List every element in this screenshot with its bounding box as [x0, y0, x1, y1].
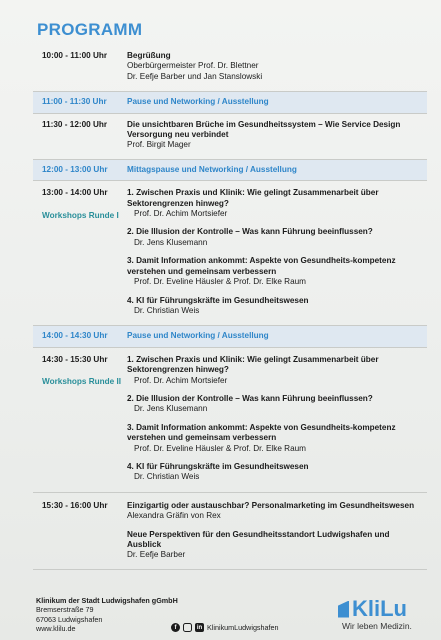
speaker-line: Prof. Dr. Eveline Häusler & Prof. Dr. Elke Raum [134, 443, 306, 453]
session-content [127, 120, 427, 151]
speaker-line: Dr. Jens Klusemann [134, 404, 208, 414]
session-time [33, 165, 127, 175]
time-label: 13:00 - 14:00 Uhr [42, 188, 108, 198]
session-time [33, 120, 127, 151]
session-item [127, 394, 421, 415]
speaker-line: Prof. Dr. Achim Mortsiefer [134, 209, 228, 219]
time-label: 12:00 - 13:00 Uhr [42, 164, 108, 174]
session-time [33, 331, 127, 341]
session-item [127, 188, 421, 219]
footer-web[interactable]: www.klilu.de [36, 624, 76, 634]
logo-mark-icon [338, 601, 349, 618]
session-row [33, 114, 427, 160]
session-heading: 4. KI für Führungskräfte im Gesundheitswesen [127, 295, 309, 305]
session-item [127, 227, 421, 248]
klilu-logo [338, 596, 438, 631]
speaker-line: Dr. Eefje Barber und Jan Stanslowski [127, 71, 263, 81]
break-row [33, 92, 427, 113]
instagram-icon[interactable] [183, 623, 192, 632]
footer-address [36, 596, 178, 634]
page-title: PROGRAMM [37, 20, 143, 39]
session-row [33, 44, 427, 92]
workshop-round-label: Workshops Runde II [42, 377, 122, 387]
speaker-line: Prof. Dr. Achim Mortsiefer [134, 375, 228, 385]
session-heading: 4. KI für Führungskräfte im Gesundheitswesen [127, 461, 309, 471]
session-row [33, 181, 427, 326]
session-row [33, 348, 427, 493]
logo-tagline: Wir leben Medizin. [342, 621, 412, 631]
session-heading: 3. Damit Information ankommt: Aspekte von Gesundheits-kompetenz verstehen und gemeinsam verbessern [127, 256, 396, 276]
session-item [127, 462, 421, 483]
schedule-table [33, 44, 427, 570]
social-handle: KlinikumLudwigshafen [207, 623, 279, 632]
session-heading: 3. Damit Information ankommt: Aspekte von Gesundheits-kompetenz verstehen und gemeinsam verbessern [127, 422, 396, 443]
session-time [33, 97, 127, 107]
session-time [33, 188, 127, 316]
session-heading: 2. Die Illusion der Kontrolle – Was kann Führung beeinflussen? [127, 393, 373, 403]
speaker-line: Dr. Christian Weis [134, 305, 200, 315]
session-time [33, 51, 127, 82]
speaker-line: Oberbürgermeister Prof. Dr. Blettner [127, 61, 259, 71]
session-content [127, 355, 427, 483]
break-label: Mittagspause und Networking / Ausstellung [127, 164, 297, 174]
session-item [127, 423, 421, 454]
speaker-line: Dr. Christian Weis [134, 472, 200, 482]
footer-street: Bremserstraße 79 [36, 605, 94, 615]
social-links [171, 623, 279, 632]
speaker-line: Dr. Eefje Barber [127, 550, 186, 560]
session-time [33, 355, 127, 483]
footer-city: 67063 Ludwigshafen [36, 614, 103, 624]
time-label: 14:30 - 15:30 Uhr [42, 354, 108, 364]
session-heading: 2. Die Illusion der Kontrolle – Was kann Führung beeinflussen? [127, 227, 373, 237]
session-heading: Die unsichtbaren Brüche im Gesundheitssystem – Wie Service Design Versorgung neu verbindet [127, 119, 401, 140]
break-label: Pause und Networking / Ausstellung [127, 331, 269, 341]
session-item [127, 120, 421, 151]
session-item [127, 530, 421, 561]
logo-text: KliLu [352, 596, 407, 621]
session-row [33, 493, 427, 570]
speaker-line: Alexandra Gräfin von Rex [127, 511, 221, 521]
footer-org: Klinikum der Stadt Ludwigshafen gGmbH [36, 596, 178, 605]
workshop-round-label: Workshops Runde I [42, 210, 119, 220]
session-content [127, 501, 427, 561]
session-content [127, 51, 427, 82]
break-row [33, 326, 427, 347]
session-heading: Begrüßung [127, 51, 171, 60]
time-label: 11:30 - 12:00 Uhr [42, 119, 108, 129]
session-heading: Neue Perspektiven für den Gesundheitsstandort Ludwigshafen und Ausblick [127, 529, 390, 549]
speaker-line: Prof. Dr. Eveline Häusler & Prof. Dr. Elke Raum [134, 277, 306, 287]
session-time [33, 501, 127, 561]
break-label: Pause und Networking / Ausstellung [127, 97, 269, 107]
break-row [33, 160, 427, 181]
facebook-icon[interactable]: f [171, 623, 180, 632]
time-label: 11:00 - 11:30 Uhr [42, 97, 107, 107]
linkedin-icon[interactable]: in [196, 624, 203, 631]
session-heading: 1. Zwischen Praxis und Klinik: Wie gelingt Zusammenarbeit über Sektorengrenzen hinweg? [127, 188, 379, 208]
time-label: 15:30 - 16:00 Uhr [42, 500, 108, 510]
speaker-line: Dr. Jens Klusemann [134, 237, 208, 247]
session-item [127, 296, 421, 317]
session-item [127, 355, 421, 386]
session-heading: 1. Zwischen Praxis und Klinik: Wie gelingt Zusammenarbeit über Sektorengrenzen hinweg? [127, 354, 379, 375]
session-item [127, 501, 421, 522]
session-content [127, 188, 427, 316]
session-item [127, 51, 421, 82]
session-heading: Einzigartig oder austauschbar? Personalmarketing im Gesundheitswesen [127, 500, 415, 510]
time-label: 10:00 - 11:00 Uhr [42, 51, 108, 60]
speaker-line: Prof. Birgit Mager [127, 140, 191, 150]
time-label: 14:00 - 14:30 Uhr [42, 331, 108, 341]
session-item [127, 256, 421, 287]
